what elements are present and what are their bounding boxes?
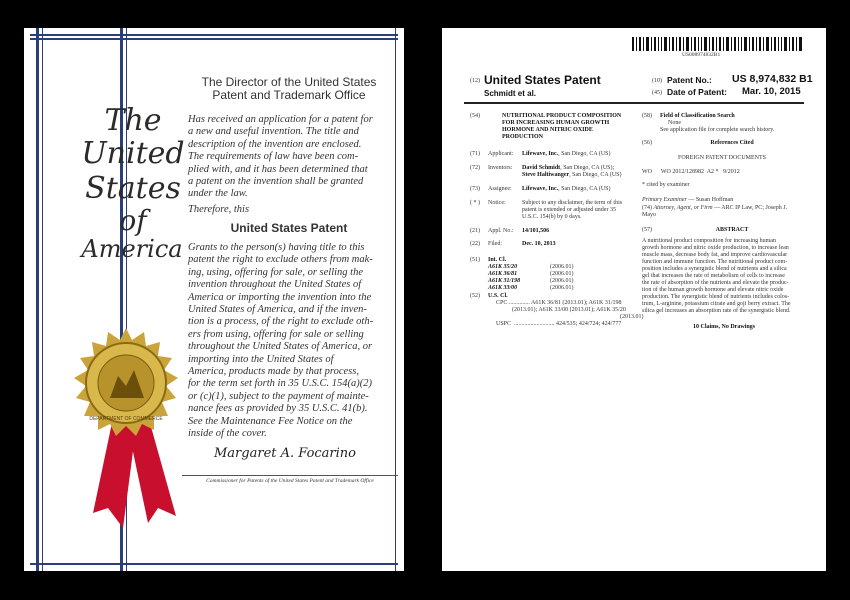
commissioner-caption: Commissioner for Patents of the United States Patent and Trademark Office <box>182 475 398 484</box>
grant-line: invention throughout the United States of <box>188 279 362 291</box>
code-22: (22) <box>470 241 480 247</box>
code-72: (72) <box>470 165 480 171</box>
abstract-line: production. The synergistic blend of nutrients includes colos- <box>642 294 790 300</box>
title-line: PRODUCTION <box>502 134 544 140</box>
title-line: HORMONE AND NITRIC OXIDE <box>502 127 593 133</box>
patent-date: Mar. 10, 2015 <box>742 86 801 97</box>
intro-line: under the law. <box>188 188 248 200</box>
border-right-line <box>395 28 396 571</box>
patent-title: United States Patent <box>484 73 601 87</box>
assignee-label: Assignee: <box>488 186 512 192</box>
word-of: of <box>119 204 147 237</box>
certificate-page <box>24 28 404 571</box>
attorney <box>642 205 787 212</box>
code-73: (73) <box>470 186 480 192</box>
grant-line: or (c)(1), subject to the payment of mainte- <box>188 390 369 402</box>
foreign-row: WO WO 2012/128982 A2 * 9/2012 <box>642 169 740 175</box>
barcode-number: US008974832B1 <box>682 52 721 58</box>
field-see: See application file for complete search history. <box>660 127 775 133</box>
applicant-name: Lifewave, Inc. <box>522 151 559 157</box>
patent-no-label: Patent No.: <box>667 75 712 85</box>
appl-number: 14/101,506 <box>522 228 550 234</box>
intro-line: Has received an application for a patent for <box>188 114 373 125</box>
attorney-line-2: Mayo <box>642 212 656 218</box>
inventor-1 <box>522 165 614 172</box>
cpc-line-3: (2013.01) <box>620 314 644 320</box>
title-line: FOR INCREASING HUMAN GROWTH <box>502 120 610 126</box>
seal-text: DEPARTMENT OF COMMERCE <box>89 416 163 422</box>
grant-line: Grants to the person(s) having title to this <box>188 242 365 253</box>
cert-patent-label: United States Patent <box>230 221 348 235</box>
notice-line: U.S.C. 154(b) by 0 days. <box>522 214 582 220</box>
examiner <box>642 197 733 204</box>
grant-line: patent the right to exclude others from mak- <box>188 254 373 266</box>
code-52: (52) <box>470 293 480 299</box>
uscl-label: U.S. Cl. <box>488 293 508 299</box>
code-71: (71) <box>470 151 480 157</box>
applicant-place: , San Diego, CA (US) <box>558 151 611 157</box>
applicant <box>522 151 611 158</box>
inventor-2 <box>522 172 622 179</box>
grant-line: tion is a process, of the right to exclude oth- <box>188 316 374 328</box>
intro-line: a patent on the invention shall be granted <box>188 176 364 188</box>
uspc-label: USPC <box>496 321 512 327</box>
intro-line: plied with, and it has been determined that <box>188 163 368 175</box>
examiner-label: Primary Examiner <box>642 197 687 203</box>
code-56: (56) <box>642 140 652 146</box>
border-bottom-line <box>30 563 398 565</box>
attorney-label: Attorney, Agent, or Firm <box>653 205 713 211</box>
abstract-title: ABSTRACT <box>715 227 749 233</box>
examiner-value: — Susan Hoffman <box>686 197 734 203</box>
code-57: (57) <box>642 227 652 233</box>
abstract-line: A nutritional product composition for increasing human <box>642 238 776 244</box>
title-line: NUTRITIONAL PRODUCT COMPOSITION <box>502 113 622 119</box>
inventor2-name: Steve Haltiwanger <box>522 172 570 178</box>
filed-date: Dec. 10, 2013 <box>522 241 556 247</box>
border-top-line-inner <box>30 38 398 40</box>
word-the: The <box>104 103 162 138</box>
grant-line: inside of the cover. <box>188 428 267 440</box>
assignee-name: Lifewave, Inc. <box>522 186 559 192</box>
abstract-text <box>642 238 806 315</box>
filed-label: Filed: <box>488 241 503 247</box>
abstract-line: the rate of absorption of the nutrients and elevate the produc- <box>642 280 789 286</box>
word-united: United <box>81 136 185 171</box>
cited-note: * cited by examiner <box>642 182 690 188</box>
cert-intro <box>188 114 394 201</box>
intcl-class-4: A61K 33/00 <box>488 285 518 291</box>
header-rule <box>464 102 804 104</box>
intcl-year-4: (2006.01) <box>550 285 574 291</box>
barcode <box>632 37 804 51</box>
intcl-label: Int. Cl. <box>488 257 507 263</box>
inventors-label: Inventors: <box>488 165 513 171</box>
abstract-line: growth hormone and nitric oxide production, to increase lean <box>642 245 789 251</box>
notice-label: Notice: <box>488 200 506 206</box>
grant-line: for the term set forth in 35 U.S.C. 154(a)(2) <box>188 378 373 390</box>
abstract-line: function and immune function. The nutritional product com- <box>642 259 788 265</box>
claims-count: 10 Claims, No Drawings <box>692 324 755 330</box>
applicant-label: Applicant: <box>488 151 514 157</box>
intcl-year-1: (2006.01) <box>550 264 574 270</box>
abstract-line: muscle mass, decrease body fat, and improve cardiovascular <box>642 252 788 258</box>
refs-title: References Cited <box>710 140 754 146</box>
field-none: None <box>668 120 681 126</box>
cert-header-line1: The Director of the United States <box>201 75 377 89</box>
cert-therefore: Therefore, this <box>188 204 250 215</box>
abstract-line: gel that increases the rate of metabolism of cells to increase <box>642 273 785 279</box>
intro-line: The requirements of law have been com- <box>188 151 359 163</box>
assignee-place: , San Diego, CA (US) <box>558 186 611 192</box>
code-58: (58) <box>642 113 652 119</box>
intcl-class-1: A61K 35/20 <box>488 264 518 270</box>
grant-line: ing, using, offering for sale, or selling the <box>188 266 363 278</box>
notice-text <box>522 200 622 221</box>
intcl-year-2: (2006.01) <box>550 271 574 277</box>
patent-page <box>442 28 826 571</box>
date-label: Date of Patent: <box>667 87 727 97</box>
patent-number: US 8,974,832 B1 <box>732 73 813 85</box>
intcl-year-3: (2006.01) <box>550 278 574 284</box>
notice-line: patent is extended or adjusted under 35 <box>522 207 616 213</box>
patent-inventor-short: Schmidt et al. <box>484 89 537 98</box>
border-top-line <box>30 34 398 36</box>
grant-line: ers from using, offering for sale or selling <box>188 328 364 340</box>
grant-line: importing into the United States of <box>188 353 334 365</box>
abstract-line: silica gel increases an absorption rate of the synergistic blend. <box>642 308 791 314</box>
abstract-line: position includes a synergistic blend of nutrients and a silica <box>642 266 787 272</box>
notice-line: Subject to any disclaimer, the term of this <box>522 200 623 206</box>
code-45: (45) <box>652 90 662 96</box>
appl-label: Appl. No.: <box>488 228 514 234</box>
code-54: (54) <box>470 113 480 119</box>
intro-line: a new and useful invention. The title and <box>188 126 359 138</box>
inventor1-place: , San Diego, CA (US); <box>560 165 615 171</box>
signature: Margaret A. Focarino <box>214 446 357 461</box>
code-notice: ( * ) <box>470 200 480 206</box>
grant-line: nance fees as provided by 35 U.S.C. 41(b). <box>188 403 368 415</box>
abstract-line: tion of the human growth hormone and elevate nitric oxide <box>642 287 784 293</box>
invention-title <box>502 113 621 141</box>
code-12: (12) <box>470 78 480 84</box>
code-10: (10) <box>652 78 662 84</box>
intcl-class-2: A61K 36/81 <box>488 271 518 277</box>
code-21: (21) <box>470 228 480 234</box>
cpc-line-2: (2013.01); A61K 33/00 (2013.01); A61K 35/20 <box>512 307 626 313</box>
word-america: America <box>81 235 183 263</box>
cpc-line-1: CPC .............. A61K 36/81 (2013.01); A61K 31/198 <box>496 300 622 306</box>
cert-header-line2: Patent and Trademark Office <box>212 88 366 102</box>
inventor2-place: , San Diego, CA (US) <box>569 172 622 178</box>
border-left-line-2 <box>42 28 43 571</box>
field-title: Field of Classification Search <box>660 113 735 119</box>
grant-line: America or importing the invention into the <box>188 291 372 303</box>
grant-line: America, products made by that process, <box>188 366 359 378</box>
cert-grant <box>188 242 394 441</box>
inventor1-name: David Schmidt <box>522 165 561 171</box>
uspc-value: ........................... 424/535; 424/724; 424/777 <box>514 321 622 327</box>
grant-line: throughout the United States of America, or <box>188 341 373 353</box>
grant-line: United States of America, and if the inven- <box>188 304 367 316</box>
word-states: States <box>85 171 181 206</box>
intro-line: description of the invention are enclosed. <box>188 138 362 150</box>
foreign-title: FOREIGN PATENT DOCUMENTS <box>677 155 766 161</box>
attorney-value: — ARC IP Law, PC; Joseph J. <box>712 205 788 211</box>
abstract-line: trum, L-arginine, potassium citrate and goji berry extract. The <box>642 301 791 307</box>
intcl-class-3: A61K 31/198 <box>488 278 521 284</box>
code-74: (74) <box>642 205 652 211</box>
border-left-line <box>36 28 39 571</box>
grant-line: See the Maintenance Fee Notice on the <box>188 415 353 427</box>
gold-seal-ribbon <box>68 328 188 533</box>
code-51: (51) <box>470 257 480 263</box>
assignee <box>522 186 611 193</box>
